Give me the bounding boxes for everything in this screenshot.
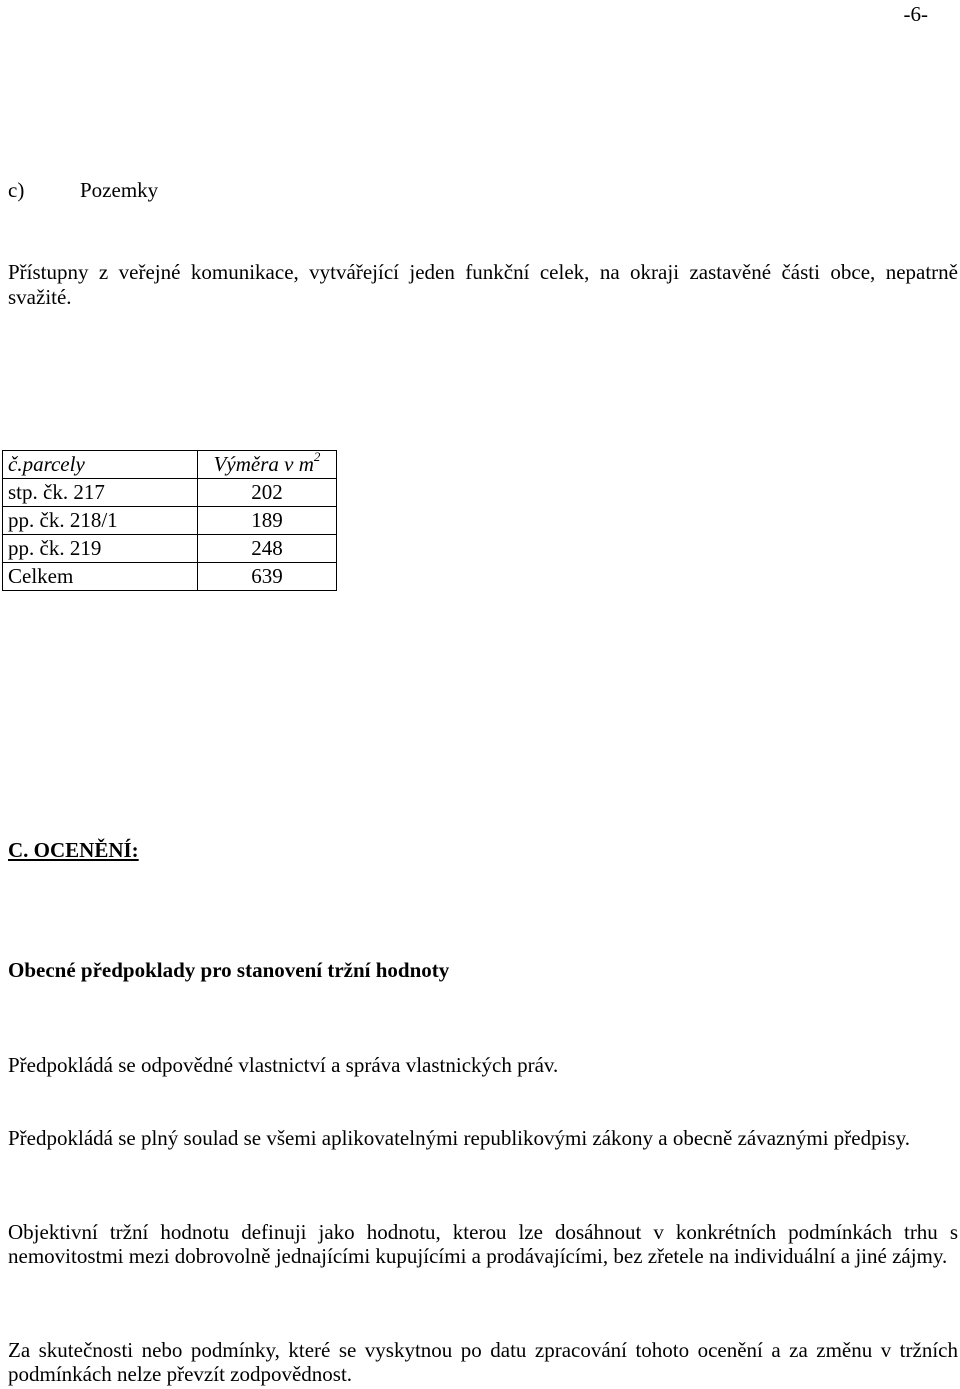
column-header-area-superscript: 2 (313, 449, 321, 464)
table-row (3, 535, 337, 563)
parcel-area-cell: 202 (198, 479, 337, 507)
intro-paragraph: Přístupny z veřejné komunikace, vytvářející jeden funkční celek, na okraji zastavěné části obce, nepatrně svažité. (8, 260, 958, 309)
column-header-parcel: č.parcely (3, 451, 198, 479)
section-title: Pozemky (80, 178, 159, 202)
paragraph-liability: Za skutečnosti nebo podmínky, které se vyskytnou po datu zpracování tohoto ocenění a za změnu v tržních podmínkách nelze převzít zodpovědnost. (8, 1338, 958, 1386)
page-number: -6- (903, 2, 928, 26)
column-header-area-label: Výměra v m (213, 452, 314, 476)
paragraph-market-value: Objektivní tržní hodnotu definuji jako hodnotu, kterou lze dosáhnout v konkrétních podmínkách trhu s nemovitostmi mezi dobrovolně jednajícími kupujícími a prodávajícími, bez zřetele na individuální a jiné zájmy. (8, 1220, 958, 1268)
table-total-row (3, 563, 337, 591)
section-letter: c) (8, 178, 25, 202)
total-label-cell: Celkem (3, 563, 198, 591)
table-row (3, 507, 337, 535)
column-header-area (198, 451, 337, 479)
valuation-subheading: Obecné předpoklady pro stanovení tržní hodnoty (8, 958, 450, 982)
total-area-cell: 639 (198, 563, 337, 591)
parcel-id-cell: stp. čk. 217 (3, 479, 198, 507)
parcel-area-cell: 248 (198, 535, 337, 563)
table-header-row (3, 451, 337, 479)
paragraph-compliance: Předpokládá se plný soulad se všemi aplikovatelnými republikovými zákony a obecně závaznými předpisy. (8, 1126, 910, 1150)
table-row (3, 479, 337, 507)
paragraph-ownership: Předpokládá se odpovědné vlastnictví a správa vlastnických práv. (8, 1053, 559, 1077)
parcel-table (2, 450, 337, 591)
valuation-heading: C. OCENĚNÍ: (8, 838, 139, 862)
parcel-area-cell: 189 (198, 507, 337, 535)
parcel-id-cell: pp. čk. 219 (3, 535, 198, 563)
parcel-id-cell: pp. čk. 218/1 (3, 507, 198, 535)
